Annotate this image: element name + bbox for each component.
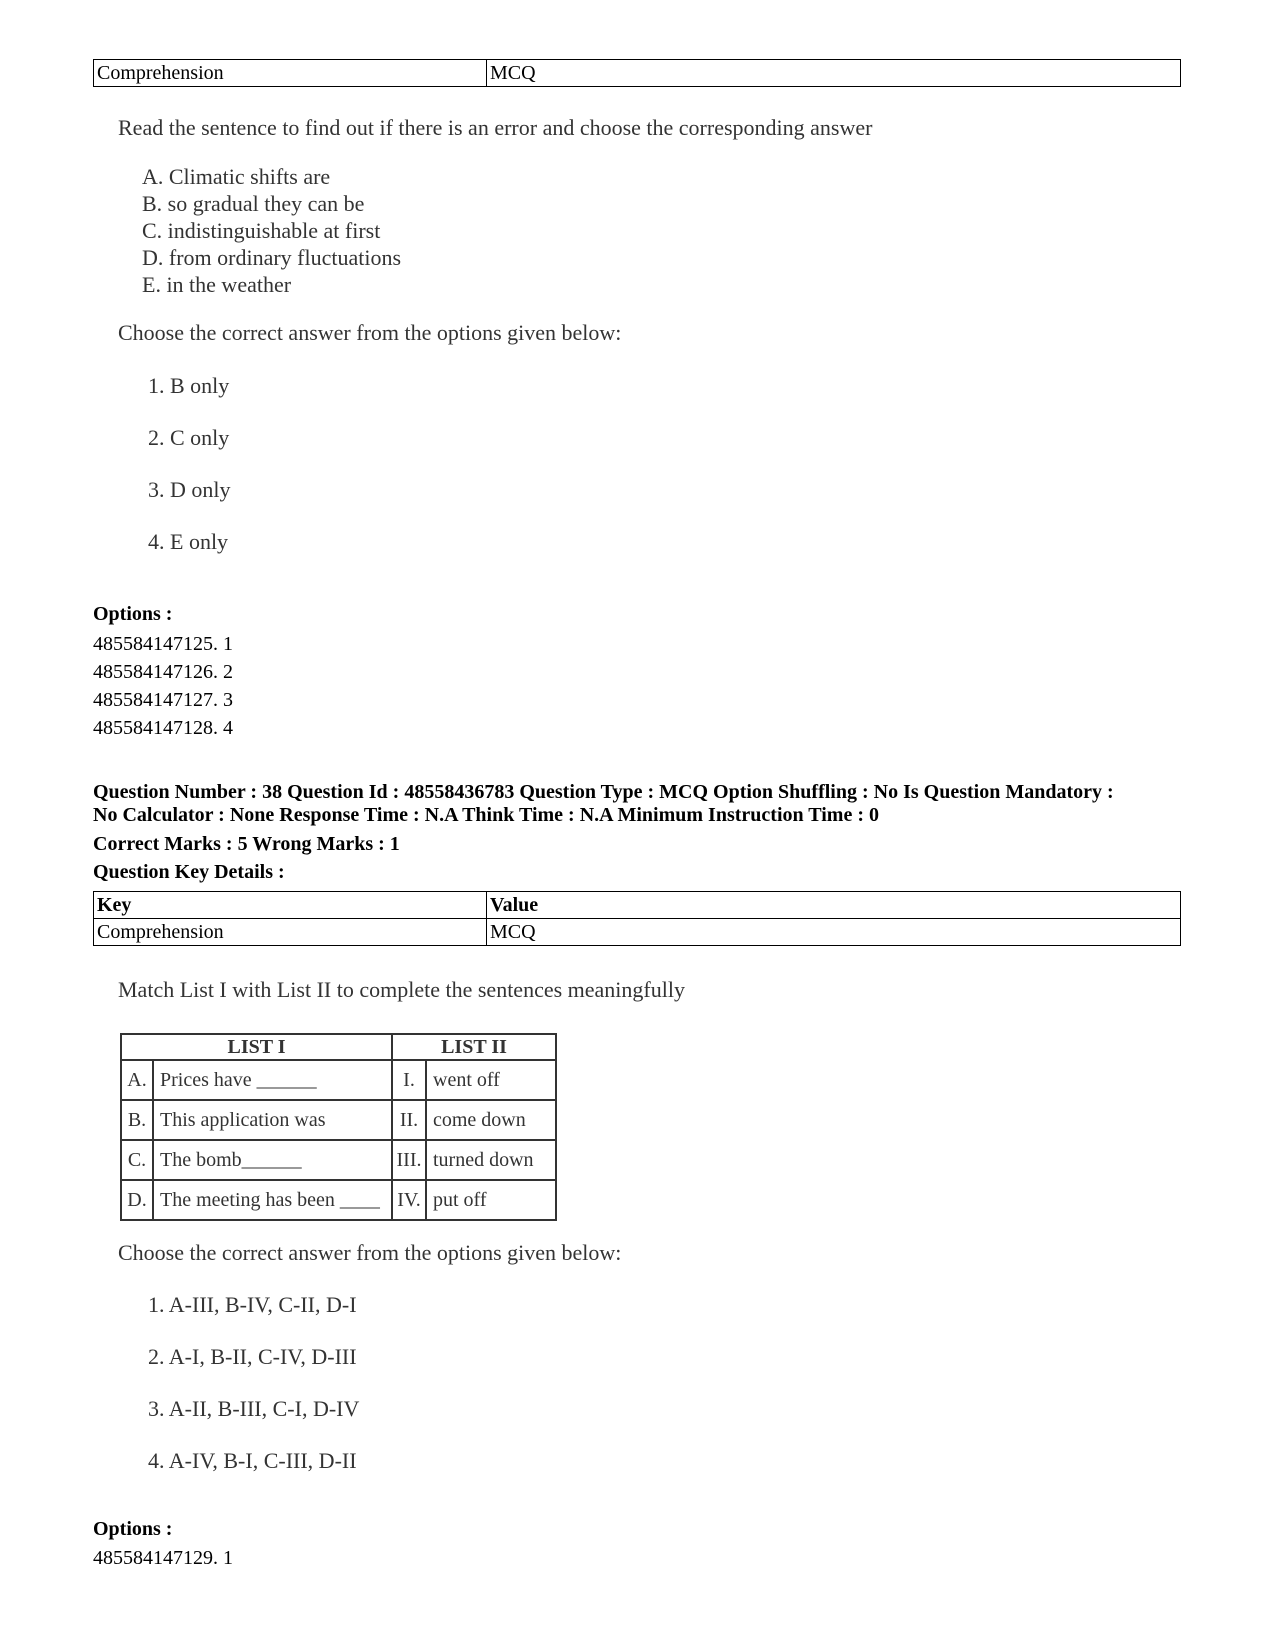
- question-meta-line2: No Calculator : None Response Time : N.A Think Time : N.A Minimum Instruction Time : 0: [93, 804, 879, 826]
- marks-line: Correct Marks : 5 Wrong Marks : 1: [93, 833, 400, 855]
- list2-text: put off: [426, 1180, 556, 1220]
- sentence-part: B. so gradual they can be: [142, 191, 365, 216]
- match-row: [121, 1180, 556, 1220]
- answer-choice: 2. A-I, B-II, C-IV, D-III: [148, 1344, 357, 1369]
- question-meta-line1: Question Number : 38 Question Id : 48558436783 Question Type : MCQ Option Shuffling : No Is Question Mandatory :: [93, 781, 1114, 803]
- list2-numeral: I.: [392, 1060, 426, 1100]
- options-label: Options :: [93, 1518, 173, 1540]
- list1-text: Prices have ______: [153, 1060, 392, 1100]
- list2-numeral: II.: [392, 1100, 426, 1140]
- value-header: Value: [487, 892, 1181, 919]
- option-item: 485584147128. 4: [93, 717, 233, 739]
- list1-text: This application was: [153, 1100, 392, 1140]
- key-cell: Comprehension: [94, 919, 487, 946]
- sentence-part: E. in the weather: [142, 272, 292, 297]
- answer-choice: 1. B only: [148, 373, 230, 398]
- list2-text: turned down: [426, 1140, 556, 1180]
- choose-prompt: Choose the correct answer from the options given below:: [118, 1240, 622, 1265]
- question-instruction: Match List I with List II to complete the sentences meaningfully: [118, 977, 685, 1002]
- list1-letter: D.: [121, 1180, 153, 1220]
- list2-numeral: III.: [392, 1140, 426, 1180]
- answer-choice: 4. E only: [148, 529, 229, 554]
- option-item: 485584147125. 1: [93, 633, 233, 655]
- answer-choice: 2. C only: [148, 425, 230, 450]
- key-details-label: Question Key Details :: [93, 861, 285, 883]
- option-item: 485584147129. 1: [93, 1547, 233, 1569]
- list1-text: The bomb______: [153, 1140, 392, 1180]
- answer-choice: 4. A-IV, B-I, C-III, D-II: [148, 1448, 357, 1473]
- option-item: 485584147126. 2: [93, 661, 233, 683]
- value-cell: MCQ: [487, 60, 1181, 87]
- list1-letter: B.: [121, 1100, 153, 1140]
- table-header-row: [94, 892, 1181, 919]
- match-row: [121, 1060, 556, 1100]
- match-row: [121, 1140, 556, 1180]
- answer-choice: 3. D only: [148, 477, 231, 502]
- list1-text: The meeting has been ____: [153, 1180, 392, 1220]
- q37-key-table: [93, 59, 1181, 87]
- list1-letter: A.: [121, 1060, 153, 1100]
- answer-choice: 3. A-II, B-III, C-I, D-IV: [148, 1396, 360, 1421]
- question-instruction: Read the sentence to find out if there is an error and choose the corresponding answer: [118, 115, 873, 140]
- sentence-part: C. indistinguishable at first: [142, 218, 381, 243]
- sentence-part: D. from ordinary fluctuations: [142, 245, 402, 270]
- list2-numeral: IV.: [392, 1180, 426, 1220]
- table-row: [94, 60, 1181, 87]
- key-cell: Comprehension: [94, 60, 487, 87]
- match-row: [121, 1100, 556, 1140]
- key-header: Key: [94, 892, 487, 919]
- q38-key-table: [93, 891, 1181, 946]
- match-header-row: [121, 1034, 556, 1060]
- match-table: [120, 1033, 557, 1221]
- list2-text: went off: [426, 1060, 556, 1100]
- options-label: Options :: [93, 603, 173, 625]
- value-cell: MCQ: [487, 919, 1181, 946]
- table-row: [94, 919, 1181, 946]
- list2-header: LIST II: [392, 1034, 556, 1060]
- option-item: 485584147127. 3: [93, 689, 233, 711]
- list1-letter: C.: [121, 1140, 153, 1180]
- list1-header: LIST I: [121, 1034, 392, 1060]
- sentence-part: A. Climatic shifts are: [142, 164, 331, 189]
- answer-choice: 1. A-III, B-IV, C-II, D-I: [148, 1292, 357, 1317]
- list2-text: come down: [426, 1100, 556, 1140]
- choose-prompt: Choose the correct answer from the options given below:: [118, 320, 622, 345]
